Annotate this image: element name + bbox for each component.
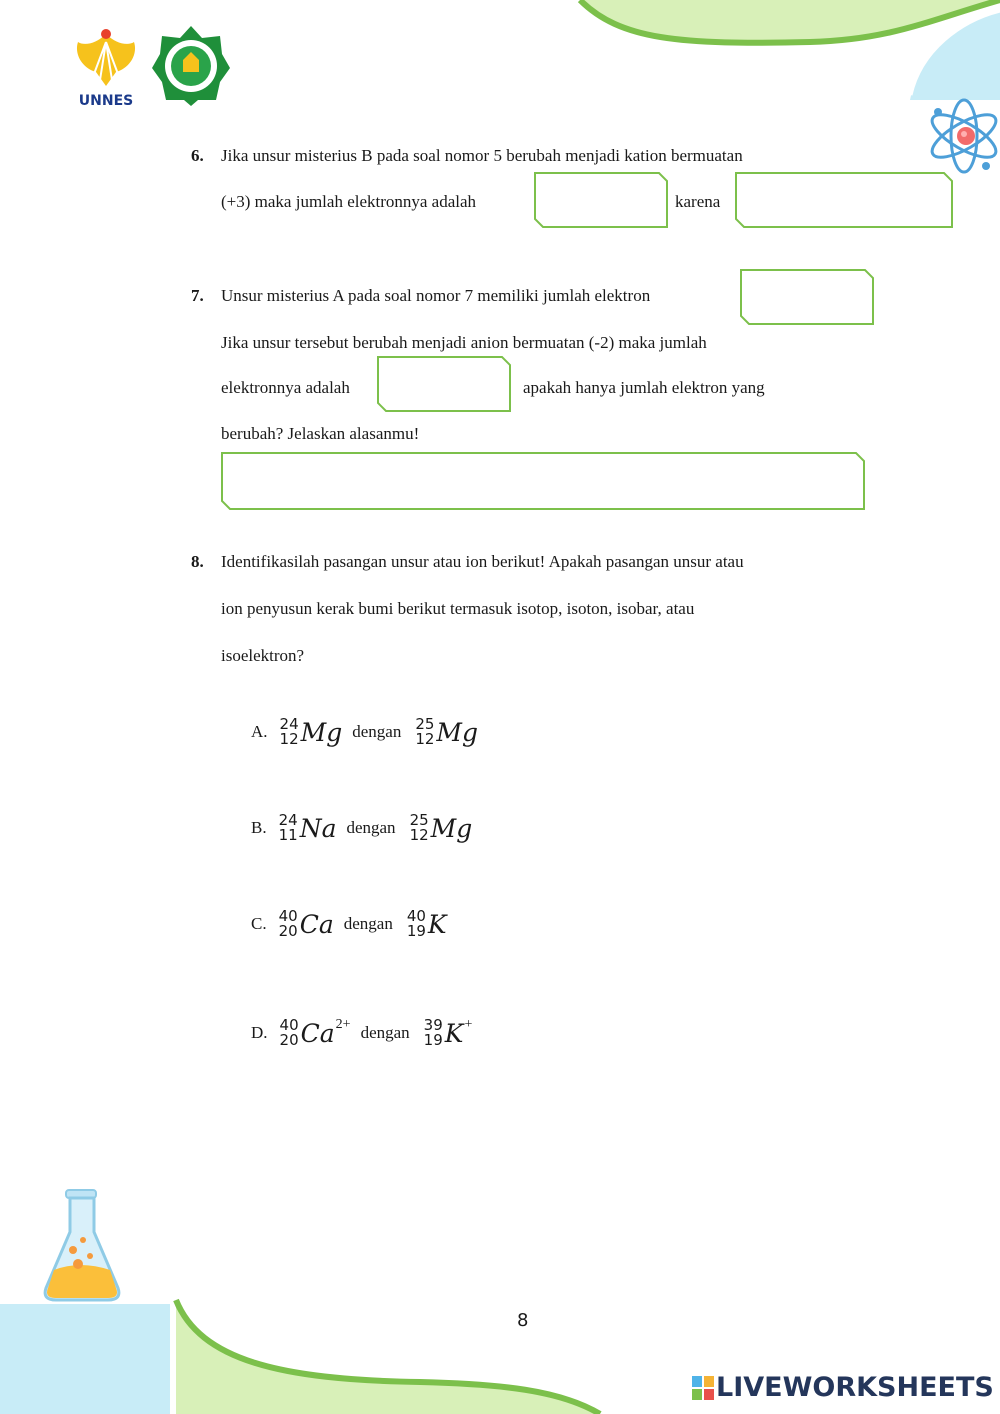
top-right-wave-decoration bbox=[560, 0, 1000, 100]
question-6-answer-box-reason[interactable] bbox=[735, 172, 953, 228]
isotope-notation-left bbox=[280, 717, 343, 747]
question-8-line-3: isoelektron? bbox=[221, 646, 305, 665]
liveworksheets-brand bbox=[692, 1372, 994, 1403]
question-6-number: 6. bbox=[191, 146, 204, 165]
atomic-number: 20 bbox=[278, 922, 298, 940]
connector-text: dengan bbox=[346, 818, 396, 837]
question-7-line-1: Unsur misterius A pada soal nomor 7 memiliki jumlah elektron bbox=[221, 286, 651, 305]
atomic-number: 20 bbox=[279, 1031, 299, 1049]
mass-number: 25 bbox=[415, 715, 435, 733]
mass-number: 39 bbox=[423, 1016, 443, 1034]
page-number: 8 bbox=[517, 1310, 529, 1331]
question-8-option-a bbox=[251, 717, 478, 747]
question-8-option-c bbox=[251, 909, 447, 939]
question-7-answer-box-explanation[interactable] bbox=[221, 452, 865, 510]
question-7-line-2: Jika unsur tersebut berubah menjadi anion bermuatan (-2) maka jumlah bbox=[221, 333, 707, 352]
isotope-notation-right bbox=[407, 909, 447, 939]
element-symbol: K bbox=[427, 909, 447, 939]
isotope-notation-right bbox=[415, 717, 478, 747]
mass-number: 40 bbox=[406, 907, 426, 925]
atomic-number: 19 bbox=[406, 922, 426, 940]
atomic-number: 11 bbox=[278, 826, 298, 844]
school-emblem bbox=[150, 24, 232, 108]
question-7-answer-box-electrons[interactable] bbox=[740, 269, 874, 325]
question-8-option-b bbox=[251, 813, 472, 843]
element-symbol: Ca bbox=[300, 1018, 335, 1048]
question-8-number: 8. bbox=[191, 552, 204, 571]
question-6-answer-box-electrons[interactable] bbox=[534, 172, 668, 228]
isotope-notation-left bbox=[280, 1018, 351, 1048]
atomic-number: 12 bbox=[409, 826, 429, 844]
question-7-number: 7. bbox=[191, 286, 204, 305]
isotope-notation-right bbox=[410, 813, 473, 843]
mass-number: 24 bbox=[278, 811, 298, 829]
bottom-wave-decoration bbox=[0, 1290, 640, 1414]
atomic-number: 12 bbox=[279, 730, 299, 748]
option-label: D. bbox=[251, 1023, 268, 1042]
ion-charge: 2+ bbox=[335, 1017, 351, 1032]
element-symbol: Ca bbox=[299, 909, 334, 939]
liveworksheets-wordmark: LIVEWORKSHEETS bbox=[716, 1372, 994, 1403]
question-8-line-1: Identifikasilah pasangan unsur atau ion berikut! Apakah pasangan unsur atau bbox=[221, 552, 744, 571]
mass-number: 40 bbox=[278, 907, 298, 925]
element-symbol: Mg bbox=[436, 717, 479, 747]
mass-number: 24 bbox=[279, 715, 299, 733]
isotope-notation-left bbox=[279, 813, 337, 843]
connector-text: dengan bbox=[352, 722, 402, 741]
question-8-line-2: ion penyusun kerak bumi berikut termasuk isotop, isoton, isobar, atau bbox=[221, 599, 695, 618]
atom-icon bbox=[920, 92, 1000, 182]
question-7-line-3-end: apakah hanya jumlah elektron yang bbox=[523, 378, 765, 397]
connector-text: dengan bbox=[343, 914, 393, 933]
atomic-number: 19 bbox=[423, 1031, 443, 1049]
mass-number: 40 bbox=[279, 1016, 299, 1034]
isotope-notation-left bbox=[279, 909, 334, 939]
question-7-line-4: berubah? Jelaskan alasanmu! bbox=[221, 424, 420, 443]
element-symbol: Mg bbox=[430, 813, 473, 843]
element-symbol: K bbox=[444, 1018, 464, 1048]
liveworksheets-logo-icon bbox=[692, 1376, 714, 1400]
isotope-notation-right bbox=[424, 1018, 473, 1048]
unnes-logo bbox=[70, 24, 142, 110]
option-label: A. bbox=[251, 722, 268, 741]
question-6-line-2-karena: karena bbox=[675, 192, 721, 211]
option-label: B. bbox=[251, 818, 267, 837]
mass-number: 25 bbox=[409, 811, 429, 829]
atomic-number: 12 bbox=[415, 730, 435, 748]
element-symbol: Na bbox=[299, 813, 337, 843]
connector-text: dengan bbox=[360, 1023, 410, 1042]
question-7-line-3-start: elektronnya adalah bbox=[221, 378, 350, 397]
question-8-option-d bbox=[251, 1018, 472, 1048]
option-label: C. bbox=[251, 914, 267, 933]
question-6-line-2-start: (+3) maka jumlah elektronnya adalah bbox=[221, 192, 477, 211]
question-6-line-1: Jika unsur misterius B pada soal nomor 5 berubah menjadi kation bermuatan bbox=[221, 146, 743, 165]
element-symbol: Mg bbox=[300, 717, 343, 747]
unnes-logo-text: UNNES bbox=[78, 93, 134, 109]
ion-charge: + bbox=[464, 1017, 473, 1032]
question-7-answer-box-anion-electrons[interactable] bbox=[377, 356, 511, 412]
flask-icon bbox=[40, 1188, 124, 1304]
